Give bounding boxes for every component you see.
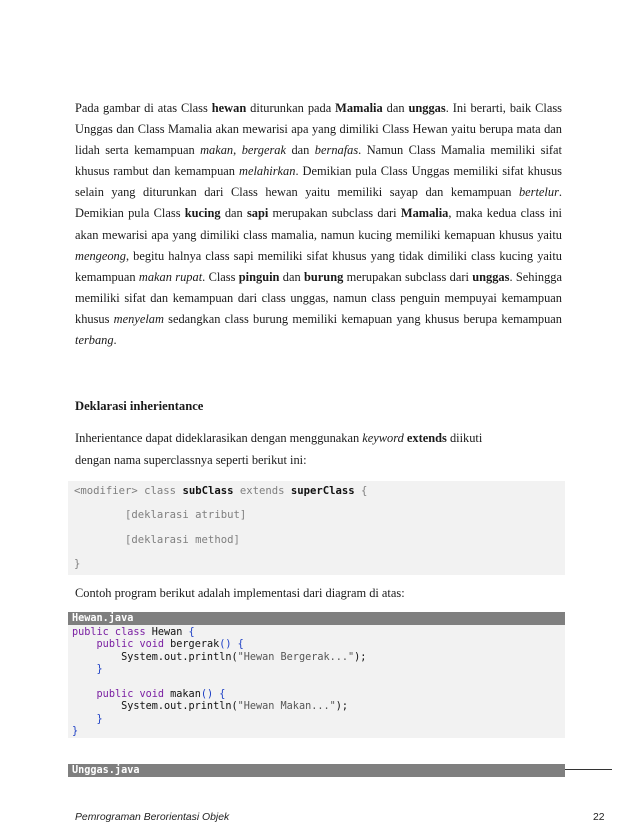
paragraph-run: hewan — [211, 101, 247, 115]
code-token: } — [72, 726, 79, 738]
syntax-line-1 — [74, 485, 367, 497]
paragraph-run: sapi — [246, 206, 269, 221]
code-token: ); — [354, 651, 367, 663]
code-token: } — [96, 713, 103, 725]
paragraph-run: dan — [382, 101, 409, 115]
intro-text — [75, 427, 565, 471]
paragraph-run: . Sehingga memiliki sifat dan kemampuan dari class unggas, namun class penguin mempuyai kemampuan khusus — [75, 269, 563, 326]
paragraph-run: dan — [220, 206, 247, 221]
paragraph-run: Mamalia — [335, 101, 383, 115]
paragraph-run: melahirkan — [239, 164, 296, 179]
code-token: () { — [200, 689, 226, 700]
paragraph-run: , — [233, 143, 242, 158]
paragraph-run: makan — [200, 143, 234, 158]
paragraph-run: makan rupat — [138, 269, 203, 284]
syntax-line-2: [deklarasi atribut] — [74, 509, 247, 521]
code-token: ); — [335, 701, 349, 713]
section-heading: Deklarasi inherientance — [75, 399, 204, 413]
code-line — [72, 688, 225, 701]
code-token: makan — [170, 689, 201, 700]
paragraph-run: menyelam — [113, 311, 164, 326]
code-block-hewan — [68, 625, 565, 738]
paragraph-run: dan — [279, 269, 305, 284]
body-paragraph — [75, 98, 562, 351]
code-token — [72, 714, 97, 725]
example-intro-text: Contoh program berikut adalah implementasi dari diagram di atas: — [75, 586, 405, 600]
code-line — [72, 626, 195, 639]
code-filename-hewan: Hewan.java — [68, 612, 565, 625]
syntax-line-4: } — [74, 558, 81, 570]
paragraph-run: burung — [304, 269, 344, 284]
code-token: () { — [219, 639, 244, 651]
paragraph-run: mengeong — [75, 248, 126, 263]
paragraph-run: kucing — [184, 206, 221, 221]
code-token: System.out.println( — [72, 701, 238, 713]
paragraph-run: unggas — [408, 101, 446, 115]
code-token: "Hewan Makan..." — [237, 701, 336, 713]
paragraph-run: , begitu halnya class sapi memiliki sifat khusus yang tidak dimiliki class kucing yaitu kemampuan — [75, 248, 562, 284]
paragraph-run: diturunkan pada — [246, 101, 336, 115]
code-token: public void — [96, 689, 171, 700]
syntax-block — [68, 481, 565, 575]
paragraph-run: . Demikian pula Class — [75, 185, 562, 221]
intro-run: Inherientance dapat dideklarasikan dengan menggunakan — [75, 431, 363, 445]
paragraph-run: sedangkan class burung memiliki kemapuan yang khusus berupa kemampuan — [163, 311, 562, 326]
paragraph-run: terbang — [75, 333, 114, 348]
code-line — [72, 651, 366, 664]
syntax-line-3: [deklarasi method] — [74, 534, 240, 546]
code-filename-unggas: Unggas.java — [68, 764, 565, 777]
paragraph-run: , maka kedua class ini akan mewarisi apa yang dimiliki class mamalia, namun kucing memiliki kemapuan khusus yaitu — [75, 206, 563, 242]
paragraph-run: . Namun Class Mamalia memiliki sifat khusus rambut dan kemampuan — [75, 143, 562, 179]
code-token: "Hewan Bergerak..." — [237, 651, 355, 663]
paragraph-run: merupakan subclass dari — [268, 206, 401, 221]
paragraph-run: merupakan subclass dari — [343, 269, 473, 284]
syntax-run: { — [354, 485, 368, 497]
paragraph-run: . Class — [202, 269, 239, 284]
code-token: System.out.println( — [72, 651, 238, 663]
paragraph-run: . Ini berarti, baik Class Unggas dan Class Mamalia akan mewarisi apa yang dimiliki Class Hewan yaitu berupa mata dan lidah serta kemampuan — [75, 101, 562, 158]
code-token — [72, 639, 97, 650]
footer-divider — [565, 769, 612, 770]
code-line — [72, 700, 348, 713]
intro-run: keyword — [362, 431, 404, 445]
code-token: bergerak — [170, 639, 220, 651]
paragraph-run: bergerak — [241, 143, 286, 158]
paragraph-run: dan — [285, 143, 315, 158]
syntax-run: superClass — [290, 485, 355, 497]
paragraph-run: pinguin — [238, 269, 280, 284]
code-token — [72, 664, 97, 675]
footer-title: Pemrograman Berorientasi Objek — [75, 812, 230, 823]
syntax-run: <modifier> class — [74, 485, 183, 497]
code-line — [72, 663, 103, 676]
syntax-run: extends — [233, 485, 291, 497]
code-token: public class — [72, 627, 152, 638]
code-token — [72, 689, 97, 700]
paragraph-run: Mamalia — [400, 206, 449, 221]
code-token: { — [188, 627, 195, 638]
intro-run: dengan nama superclassnya seperti berikut ini: — [75, 453, 307, 467]
intro-run: extends — [406, 431, 447, 445]
code-token: } — [96, 664, 103, 676]
paragraph-run: bertelur — [518, 185, 559, 200]
code-line — [72, 638, 244, 651]
paragraph-run: . — [113, 333, 117, 348]
intro-run: diikuti — [446, 431, 483, 445]
syntax-run: subClass — [182, 485, 234, 497]
code-line — [72, 725, 78, 738]
paragraph-run: . Demikian pula Class Unggas memiliki sifat khusus selain yang diturunkan dari Class hewan yaitu memiliki sayap dan kemampuan — [75, 164, 563, 200]
paragraph-run: Pada gambar di atas Class — [75, 101, 212, 115]
code-token: Hewan — [151, 627, 189, 638]
page-number: 22 — [593, 812, 605, 823]
code-line — [72, 713, 103, 726]
paragraph-run: bernafas — [314, 143, 359, 158]
paragraph-run: unggas — [472, 269, 510, 284]
code-token: public void — [96, 639, 171, 651]
